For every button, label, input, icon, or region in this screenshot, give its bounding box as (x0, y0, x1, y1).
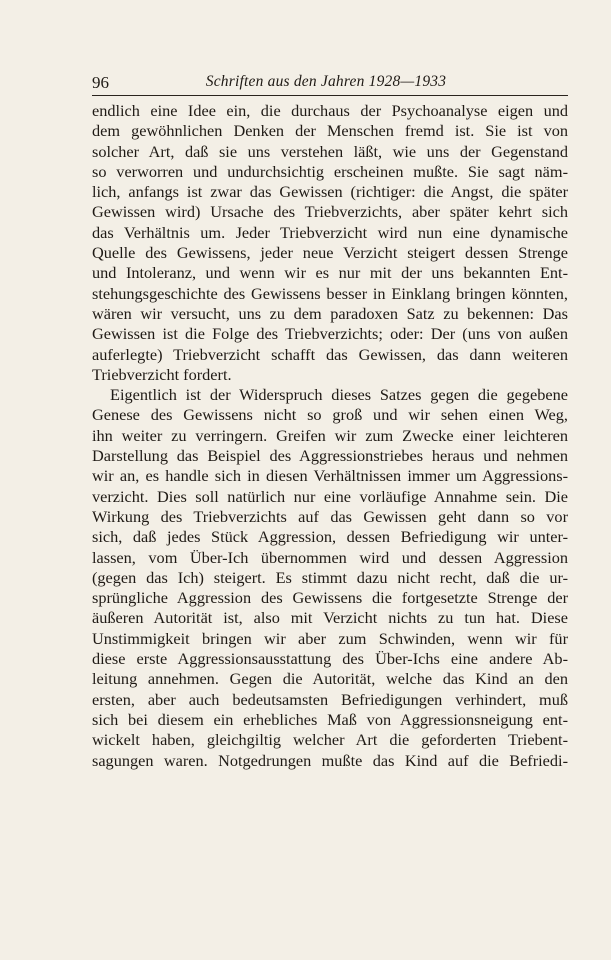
text-line: wir an, es handle sich in diesen Verhältnissen immer um Aggressions- (92, 466, 568, 486)
text-line: sprüngliche Aggression des Gewissens die fortgesetzte Strenge der (92, 588, 568, 608)
text-line: solcher Art, daß sie uns verstehen läßt, wie uns der Gegenstand (92, 141, 568, 161)
text-line: verzicht. Dies soll natürlich nur eine vorläufige Annahme sein. Die (92, 486, 568, 506)
text-line: sich bei diesem ein erhebliches Maß von Aggressionsneigung ent- (92, 709, 568, 729)
text-line: diese erste Aggressionsausstattung des Über-Ichs eine andere Ab- (92, 649, 568, 669)
paragraph-2 (92, 385, 568, 771)
text-line: Eigentlich ist der Widerspruch dieses Satzes gegen die gegebene (110, 385, 568, 405)
text-line: ihn weiter zu verringern. Greifen wir zum Zwecke einer leichteren (92, 425, 568, 445)
text-line: Unstimmigkeit bringen wir aber zum Schwinden, wenn wir für (92, 628, 568, 648)
text-line: sagungen waren. Notgedrungen mußte das Kind auf die Befriedi- (92, 750, 568, 770)
text-line: Darstellung das Beispiel des Aggressionstriebes heraus und nehmen (92, 446, 568, 466)
text-line: Gewissen wird) Ursache des Triebverzichts, aber später kehrt sich (92, 202, 568, 222)
text-line: stehungsgeschichte des Gewissens besser in Einklang bringen könnten, (92, 283, 568, 303)
header-rule (92, 95, 568, 96)
text-line: Wirkung des Triebverzichts auf das Gewissen geht dann so vor (92, 506, 568, 526)
text-line: Gewissen ist die Folge des Triebverzichts; oder: Der (uns von außen (92, 324, 568, 344)
text-line: lassen, vom Über-Ich übernommen wird und dessen Aggression (92, 547, 568, 567)
text-line: so verworren und undurchsichtig erscheinen mußte. Sie sagt näm- (92, 161, 568, 181)
text-line: sich, daß jedes Stück Aggression, dessen Befriedigung wir unter- (92, 527, 568, 547)
text-line: leitung annehmen. Gegen die Autorität, welche das Kind an den (92, 669, 568, 689)
page-number: 96 (92, 73, 109, 92)
text-line: lich, anfangs ist zwar das Gewissen (richtiger: die Angst, die später (92, 182, 568, 202)
text-line: wären wir versucht, uns zu dem paradoxen Satz zu bekennen: Das (92, 303, 568, 323)
text-line: ersten, aber auch bedeutsamsten Befriedigungen verhindert, muß (92, 689, 568, 709)
body-text (92, 101, 568, 771)
text-line: endlich eine Idee ein, die durchaus der Psychoanalyse eigen und (92, 101, 568, 120)
page-header (92, 73, 560, 95)
text-line: dem gewöhnlichen Denken der Menschen fremd ist. Sie ist von (92, 121, 568, 141)
text-line: wickelt haben, gleichgiltig welcher Art die geforderten Triebent- (92, 730, 568, 750)
text-line: auferlegte) Triebverzicht schafft das Gewissen, das dann weiteren (92, 344, 568, 364)
paragraph-1 (92, 101, 568, 385)
text-line: Triebverzicht fordert. (92, 364, 232, 384)
text-line: das Verhältnis um. Jeder Triebverzicht wird nun eine dynamische (92, 222, 568, 242)
text-line: (gegen das Ich) steigert. Es stimmt dazu nicht recht, daß die ur- (92, 567, 568, 587)
text-line: Quelle des Gewissens, jeder neue Verzicht steigert dessen Strenge (92, 243, 568, 263)
text-line: äußeren Autorität ist, also mit Verzicht nichts zu tun hat. Diese (92, 608, 568, 628)
running-title: Schriften aus den Jahren 1928—1933 (205, 73, 447, 90)
text-line: Genese des Gewissens nicht so groß und wir sehen einen Weg, (92, 405, 568, 425)
text-line: und Intoleranz, und wenn wir es nur mit der uns bekannten Ent- (92, 263, 568, 283)
